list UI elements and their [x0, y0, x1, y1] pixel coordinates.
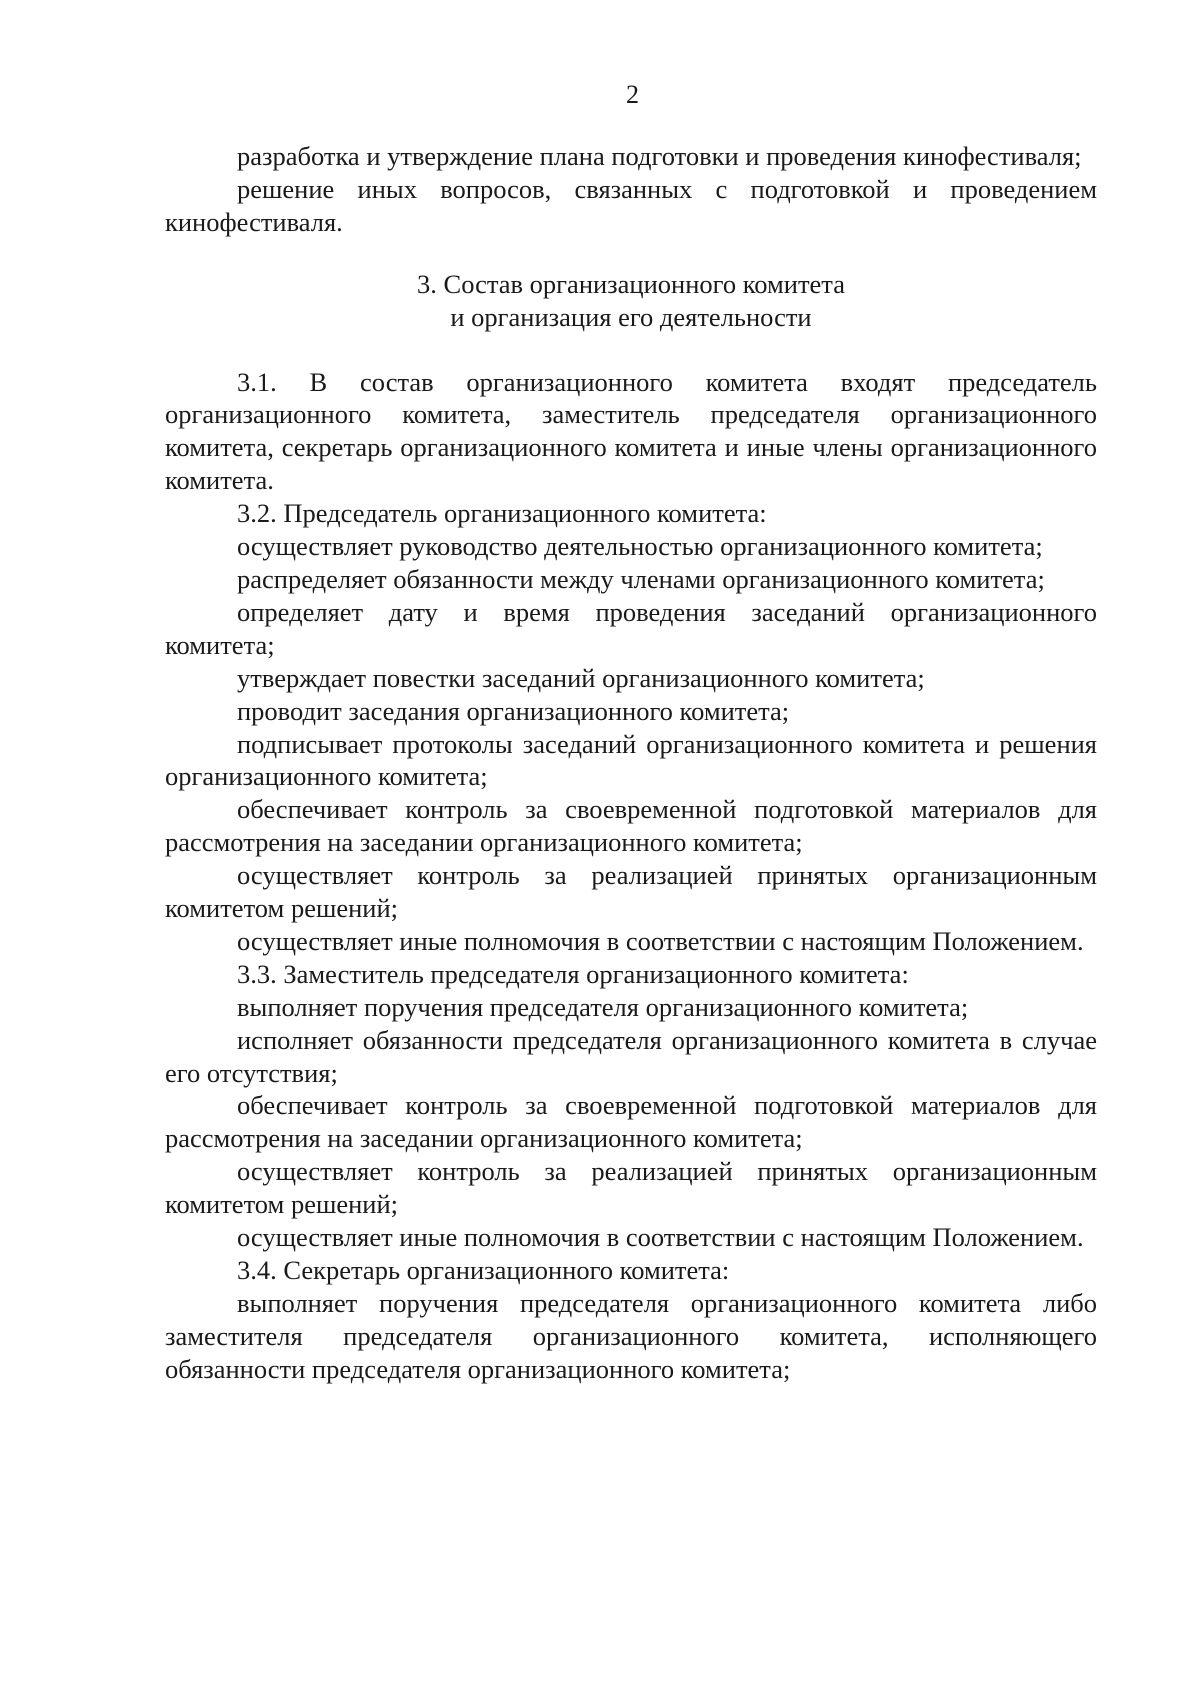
paragraph: 3.1. В состав организационного комитета входят председатель организационного комитета, заместитель председателя организационного комитета, секретарь организационного комитета и иные члены организационного комитета.: [165, 366, 1097, 496]
list-item: выполняет поручения председателя организационного комитета;: [237, 991, 969, 1022]
list-item: осуществляет иные полномочия в соответствии с настоящим Положением.: [237, 1222, 1084, 1253]
list-item: подписывает протоколы заседаний организационного комитета и решения организационного комитета;: [165, 728, 1097, 792]
list-item: определяет дату и время проведения заседаний организационного комитета;: [165, 596, 1097, 660]
list-item: обеспечивает контроль за своевременной подготовкой материалов для рассмотрения на заседании организационного комитета;: [165, 1090, 1097, 1154]
page-number: 2: [626, 80, 639, 109]
list-item: обеспечивает контроль за своевременной подготовкой материалов для рассмотрения на заседании организационного комитета;: [165, 794, 1097, 858]
list-item: осуществляет контроль за реализацией принятых организационным комитетом решений;: [165, 860, 1097, 924]
list-item: осуществляет иные полномочия в соответствии с настоящим Положением.: [237, 925, 1084, 956]
paragraph: решение иных вопросов, связанных с подготовкой и проведением кинофестиваля.: [165, 173, 1097, 237]
clause-heading: 3.3. Заместитель председателя организационного комитета:: [237, 958, 909, 989]
section-heading: [165, 268, 1097, 334]
section-heading-line: и организация его деятельности: [450, 301, 812, 332]
list-item: проводит заседания организационного комитета;: [237, 695, 790, 726]
list-item: распределяет обязанности между членами организационного комитета;: [237, 563, 1045, 594]
list-item: осуществляет контроль за реализацией принятых организационным комитетом решений;: [165, 1156, 1097, 1220]
list-item: осуществляет руководство деятельностью организационного комитета;: [237, 531, 1043, 562]
paragraph: разработка и утверждение плана подготовки и проведения кинофестиваля;: [237, 141, 1082, 171]
clause-heading: 3.2. Председатель организационного комитета:: [237, 498, 767, 529]
list-item: утверждает повестки заседаний организационного комитета;: [237, 662, 925, 693]
section-heading-line: 3. Состав организационного комитета: [417, 268, 845, 299]
document-body: [165, 140, 1097, 1386]
list-item: исполняет обязанности председателя организационного комитета в случае его отсутствия;: [165, 1024, 1097, 1088]
list-item: выполняет поручения председателя организационного комитета либо заместителя председателя организационного комитета, исполняющего обязанности председателя организационного комитета;: [165, 1287, 1097, 1384]
clause-heading: 3.4. Секретарь организационного комитета:: [237, 1255, 730, 1285]
